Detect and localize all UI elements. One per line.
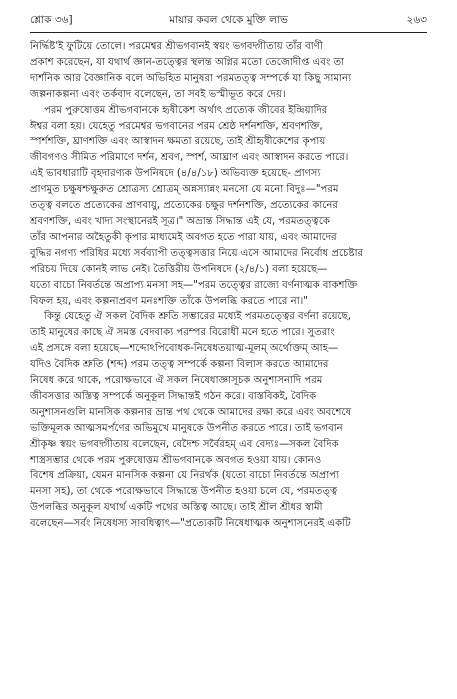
header-rule xyxy=(30,32,427,33)
text-line: বুদ্ধির নগণ্য পরিধির মধ্যে সর্বব্যাপী তত্ত্বসত্তার নিয়ে এসে আমাদের নির্বোধ প্রচেষ্টার xyxy=(30,247,364,259)
text-line: তাই মানুষের কাছে ঐ সমস্ত বেদবাক্য পরম্পর বিরোধী মনে হতে পারে। সুতরাং xyxy=(30,327,335,339)
page-number: ২৬৩ xyxy=(406,14,427,26)
text-line: এই ভাবধারাটি বৃহদারণ্যক উপনিষদে (৪/৪/১৮) অভিব্যক্ত হয়েছে- প্রাণস্য xyxy=(30,168,321,180)
verse-reference: শ্লোক ৩৬] xyxy=(30,14,73,26)
text-line: বলেছেন—সর্বং নিষেধস্য সাবধিত্বাৎ—"প্রত্যেকটি নিষেধাত্মক অনুশাসনেরই একটি xyxy=(30,518,351,530)
text-line: উপলব্ধির অনুকূল যথার্থ একটি পথের অস্তিত্ব আছে। তাই শ্রীল শ্রীধর স্বামী xyxy=(30,502,323,514)
text-line: দার্শনিক আর বৈজ্ঞানিক বলে অভিহিত মানুষরা পরমতত্ত্ব সম্পর্কে যা কিছু সামান্য xyxy=(30,72,351,84)
page-header xyxy=(30,10,427,30)
text-line: তাঁর আপনার অহৈতুকী কৃপার মাধ্যমেই অবগত হতে পারা যায়, এবং আমাদের xyxy=(30,231,337,243)
text-line: যতো বাচো নিবর্তন্তে অপ্রাপ্য মনসা সহ—"পরম তত্ত্বের রাজ্যে বর্ণনাত্মক বাকশক্তি xyxy=(30,279,358,291)
text-line: যদিও বৈদিক শ্রুতি (শব্দ) পরম তত্ত্ব সম্পর্কে কল্পনা বিলাস করতে আমাদের xyxy=(30,359,329,371)
text-line: নিষেধ করে থাকে, পরোক্ষভাবে ঐ সকল নিষেধাজ্ঞাসূচক অনুশাসনাদি পরম xyxy=(30,375,323,387)
text-line: শ্রবণশক্তি, এবং খাদ্য সংস্থানেরই সূত্র।" অভ্রান্ত সিদ্ধান্ত এই যে, পরমতত্ত্বকে xyxy=(30,215,330,227)
text-line: প্রাণমুত চক্ষুষশ্চক্ষুরুত শ্রোত্রস্য শ্রোত্রম্ অন্নস্যান্নং মনসো যে মনো বিদুঃ—"পরম xyxy=(30,184,339,196)
text-line: বিফল হয়, এবং কল্পনাপ্রবণ মনঃশক্তি তাঁকে উপলব্ধি করতে পারে না।" xyxy=(30,295,308,307)
text-line: প্রকাশ করেছেন, যা যথার্থ জ্ঞান-তত্ত্বের স্থলন্ত অগ্নির মতো তেজোদীপ্ত এবং তা xyxy=(30,56,345,68)
text-line: কিন্তু যেহেতু ঐ সকল বৈদিক শ্রুতি সম্ভারের মধ্যেই পরমতত্ত্বের বর্ণনা রয়েছে, xyxy=(44,311,351,323)
text-line: জল্পনাকল্পনা এবং তর্কবাদ বলেছেন, তা সবই ভস্মীভূত করে দেয়। xyxy=(30,88,286,100)
text-line: জীবসত্তার অস্তিত্ব সম্পর্কে অনুকূল সিদ্ধান্তই গঠন করে। বাস্তবিকই, বৈদিক xyxy=(30,390,317,402)
text-line: ঈশ্বর বলা হয়। যেহেতু পরমেশ্বর ভগবানের পরম শ্রেষ্ঠ দর্শনশক্তি, শ্রবণশক্তি, xyxy=(30,120,323,132)
text-line: মনসা সহ), তা থেকে পরোক্ষভাবে সিদ্ধান্তে উপনীত হওয়া চলে যে, পরমতত্ত্ব xyxy=(30,486,338,498)
text-line: এই প্রসঙ্গে বলা হয়েছে—শব্দোঽপিবোধক-নিষেধতয়াত্ম-মূলম্ অর্থোক্তম্ আহ— xyxy=(30,343,339,355)
text-line: ভক্তিমূলক আত্মসমর্পণের অভিমুখে মানুষকে উপনীত করতে পারে। তাই ভগবান xyxy=(30,422,343,434)
running-title: মায়ার কবল থেকে মুক্তি লাভ xyxy=(169,14,288,26)
text-line: জীবগণও সীমিত পরিমাণে দর্শন, শ্রবণ, স্পর্শ, আঘ্রাণ এবং আস্বাদন করতে পারে। xyxy=(30,152,349,164)
text-line: তত্ত্ব বলতে প্রত্যেকের প্রাণবায়ু, প্রত্যেকের চক্ষুর দর্শনশক্তি, প্রত্যেকের কানের xyxy=(30,200,338,212)
text-line: শাস্ত্রসম্ভার থেকে পরম পুরুষোত্তম শ্রীভগবানকে অবগত হওয়া যায়। কোনও xyxy=(30,454,322,466)
text-line: স্পর্শশক্তি, ঘ্রাণশক্তি এবং আস্বাদন ক্ষমতা রয়েছে, তাই শ্রীহৃষীকেশের কৃপায় xyxy=(30,136,326,148)
text-line: শ্রীকৃষ্ণ স্বয়ং ভগবদ্গীতায় বলেছেন, বেদৈশ্চ সর্বৈরহম্ এব বেদ্যঃ—সকল বৈদিক xyxy=(30,438,339,450)
text-line: পরম পুরুষোত্তম শ্রীভগবানকে হৃষীকেশ অর্থাৎ প্রত্যেক জীবের ইন্দ্রিয়াদির xyxy=(44,104,328,116)
body-text xyxy=(30,39,427,532)
text-line: পরিচয় দিয়ে কোনই লাভ নেই। তৈত্তিরীয় উপনিষদে (২/৪/১) বলা হয়েছে— xyxy=(30,263,328,275)
text-line: অনুশাসনগুলি মানসিক কল্পনার ভ্রান্ত পথ থেকে আমাদের রক্ষা করে এবং অবশেষে xyxy=(30,406,352,418)
text-line: বিশেষ প্রক্রিয়া, যেমন মানসিক কল্পনা যে নিরর্থক (যতো বাচো নিবর্তন্তে অপ্রাপ্য xyxy=(30,470,340,482)
text-line: নির্দ্ধিষ্ট'ই ফুটিয়ে তোলে। পরমেশ্বর শ্রীভগবানই স্বয়ং ভগবদ্গীতায় তাঁর বাণী xyxy=(30,41,323,52)
